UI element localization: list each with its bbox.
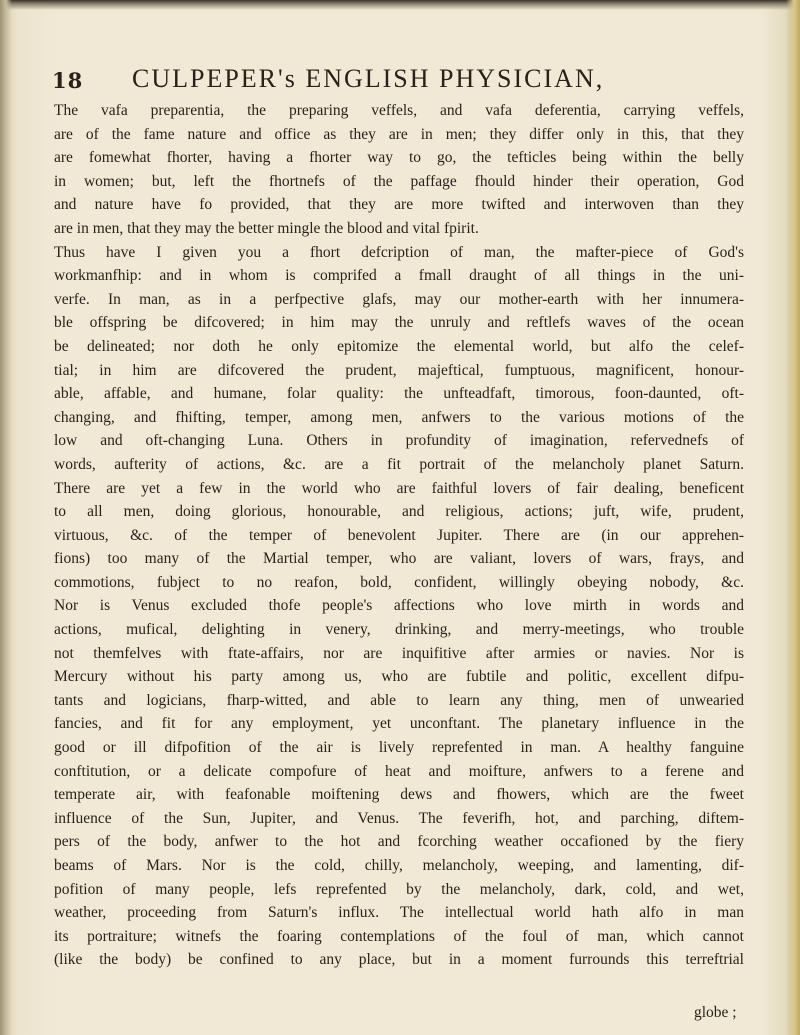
text-line: its portraiture; witnefs the foaring contemplations of the foul of man, which cannot	[54, 927, 744, 945]
body-text	[54, 99, 744, 972]
text-line: pofition of many people, lefs reprefented by the melancholy, dark, cold, and wet,	[54, 880, 744, 898]
page-header	[52, 64, 742, 98]
text-line: to all men, doing glorious, honourable, and religious, actions; juft, wife, prudent,	[54, 503, 744, 521]
page-number: 18	[52, 68, 84, 93]
text-line: are of the fame nature and office as they are in men; they differ only in this, that they	[54, 125, 744, 143]
text-line: be delineated; nor doth he only epitomize the elemental world, but alfo the celef-	[54, 337, 744, 355]
text-line: (like the body) be confined to any place, but in a moment furrounds this terreftrial	[54, 951, 744, 969]
text-line: are fomewhat fhorter, having a fhorter way to go, the tefticles being within the belly	[54, 149, 744, 167]
text-line: tants and logicians, fharp-witted, and able to learn any thing, men of unwearied	[54, 691, 744, 709]
page-edge	[786, 0, 800, 1035]
text-line: commotions, fubject to no reafon, bold, confident, willingly obeying nobody, &c.	[54, 573, 744, 591]
text-line: low and oft-changing Luna. Others in profundity of imagination, refervednefs of	[54, 432, 744, 450]
binding-shadow	[0, 0, 12, 1035]
text-line: changing, and fhifting, temper, among men, anfwers to the various motions of the	[54, 408, 744, 426]
text-line: Nor is Venus excluded thofe people's affections who love mirth in words and	[54, 597, 744, 615]
text-line: are in men, that they may the better mingle the blood and vital fpirit.	[54, 219, 479, 237]
text-line: workmanfhip: and in whom is comprifed a fmall draught of all things in the uni-	[54, 267, 744, 285]
text-line: The vafa preparentia, the preparing veffels, and vafa deferentia, carrying veffels,	[54, 102, 744, 119]
catchword: globe ;	[694, 1004, 737, 1021]
text-line: words, aufterity of actions, &c. are a fit portrait of the melancholy planet Saturn.	[54, 455, 744, 473]
text-line: pers of the body, anfwer to the hot and fcorching weather occafioned by the fiery	[54, 833, 744, 851]
text-line: able, affable, and humane, folar quality: the unfteadfaft, timorous, foon-daunted, oft-	[54, 385, 744, 403]
text-line: Thus have I given you a fhort defcription of man, the mafter-piece of God's	[54, 243, 744, 261]
text-line: virtuous, &c. of the temper of benevolent Jupiter. There are (in our apprehen-	[54, 526, 744, 544]
top-edge-shadow	[0, 0, 800, 10]
text-line: beams of Mars. Nor is the cold, chilly, melancholy, weeping, and lamenting, dif-	[54, 857, 744, 874]
text-line: in women; but, left the fhortnefs of the paffage fhould hinder their operation, God	[54, 172, 744, 190]
running-head: CULPEPER's ENGLISH PHYSICIAN,	[132, 64, 605, 93]
text-line: ble offspring be difcovered; in him may the unruly and reftlefs waves of the ocean	[54, 314, 744, 332]
text-line: verfe. In man, as in a perfpective glafs, may our mother-earth with her innumera-	[54, 290, 744, 308]
text-line: There are yet a few in the world who are faithful lovers of fair dealing, beneficent	[54, 479, 744, 497]
text-line: Mercury without his party among us, who are fubtile and politic, excellent difpu-	[54, 668, 744, 686]
text-line: weather, proceeding from Saturn's influx. The intellectual world hath alfo in man	[54, 904, 744, 922]
text-line: fancies, and fit for any employment, yet unconftant. The planetary influence in the	[54, 715, 744, 733]
text-line: good or ill difpofition of the air is lively reprefented in man. A healthy fanguine	[54, 739, 744, 757]
text-line: fions) too many of the Martial temper, who are valiant, lovers of wars, frays, and	[54, 550, 744, 568]
text-line: and nature have fo provided, that they are more twifted and interwoven than they	[54, 196, 744, 214]
text-line: not themfelves with ftate-affairs, nor are inquifitive after armies or navies. Nor is	[54, 644, 744, 662]
text-line: temperate air, with feafonable moiftening dews and fhowers, which are the fweet	[54, 786, 744, 804]
text-line: conftitution, or a delicate compofure of heat and moifture, anfwers to a ferene and	[54, 762, 744, 780]
text-line: influence of the Sun, Jupiter, and Venus. The feverifh, hot, and parching, diftem-	[54, 809, 744, 827]
text-line: actions, mufical, delighting in venery, drinking, and merry-meetings, who trouble	[54, 621, 744, 639]
text-line: tial; in him are difcovered the prudent, majeftical, fumptuous, magnificent, honour-	[54, 361, 744, 379]
